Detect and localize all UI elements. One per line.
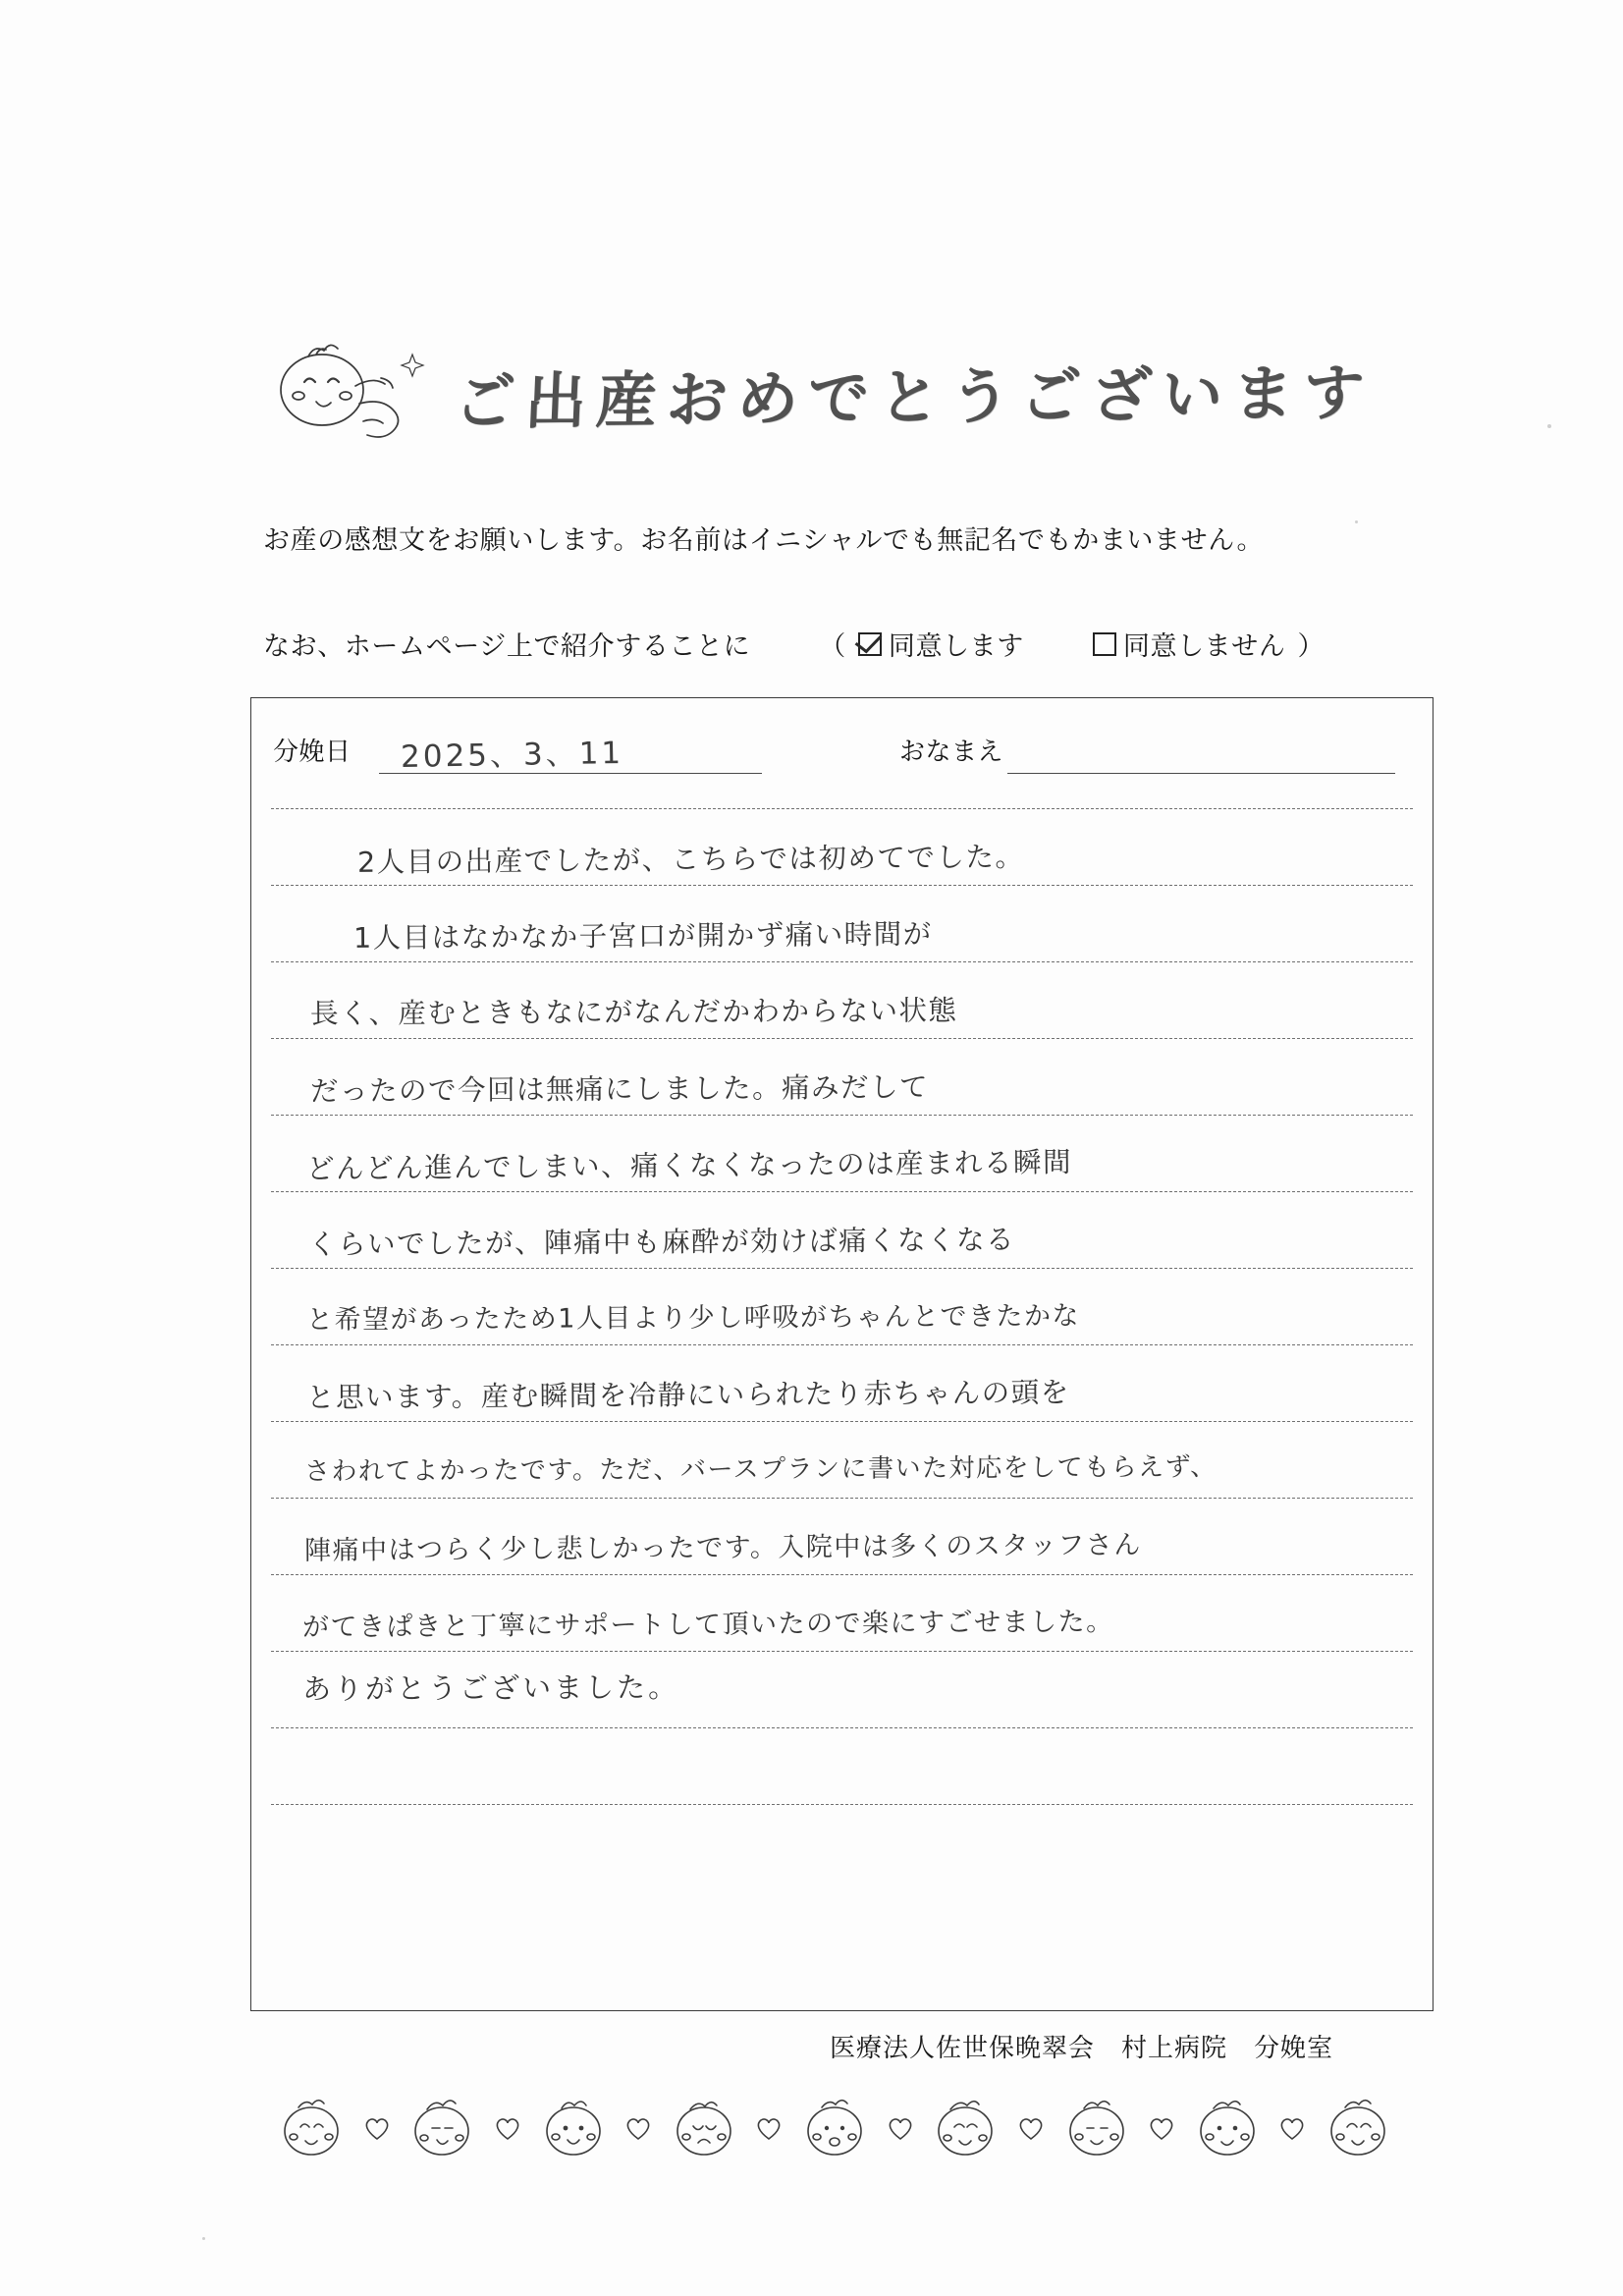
writing-line (271, 1804, 1413, 1805)
heart-icon-7 (1147, 2114, 1176, 2142)
consent-agree-label: 同意します (888, 631, 1024, 661)
baby-face-icon-6 (929, 2094, 1001, 2162)
writing-line (271, 1268, 1413, 1269)
baby-face-icon-8 (1191, 2094, 1264, 2162)
heart-icon-6 (1016, 2114, 1046, 2142)
handwritten-line: どんどん進んでしまい、痛くなくなったのは産まれる瞬間 (305, 1146, 1073, 1185)
consent-row (263, 625, 1336, 663)
handwritten-line: くらいでしたが、陣痛中も麻酔が効けば痛くなくなる (307, 1223, 1016, 1261)
footer-decoration-row (275, 2074, 1394, 2182)
handwritten-line: だったので今回は無痛にしました。痛みだして (309, 1070, 930, 1108)
writing-line (271, 1727, 1413, 1728)
heart-icon-5 (886, 2114, 915, 2142)
handwritten-line: ありがとうございました。 (301, 1669, 680, 1706)
scan-speck (202, 2237, 205, 2240)
writing-line (271, 1038, 1413, 1039)
comment-form-box (250, 697, 1434, 2011)
heart-icon-1 (362, 2114, 392, 2142)
checkbox-empty-icon[interactable] (1093, 632, 1116, 656)
handwritten-line: と希望があったため1人目より少し呼吸がちゃんとできたかな (305, 1300, 1081, 1336)
consent-lead: なお、ホームページ上で紹介することに (263, 631, 751, 661)
form-header (265, 334, 1424, 462)
baby-doodle-icon (265, 335, 437, 461)
scan-speck (1355, 520, 1358, 523)
handwritten-line: と思います。産む瞬間を冷静にいられたり赤ちゃんの頭を (305, 1376, 1070, 1414)
handwritten-line: 長く、産むときもなにがなんだかわからない状態 (309, 994, 958, 1030)
page-title: ご出産おめでとうございます (453, 356, 1376, 439)
baby-face-icon-7 (1060, 2094, 1133, 2162)
handwritten-line: がてきぱきと丁寧にサポートして頂いたので楽にすごせました。 (301, 1607, 1114, 1643)
writing-line (271, 1344, 1413, 1345)
delivery-date-label: 分娩日 (273, 737, 352, 766)
handwritten-line: 陣痛中はつらく少し悲しかったです。入院中は多くのスタッフさん (303, 1529, 1142, 1566)
consent-agree-option[interactable] (858, 625, 1024, 663)
intro-text: お産の感想文をお願いします。お名前はイニシャルでも無記名でもかまいません。 (263, 525, 1265, 555)
consent-disagree-label: 同意しません (1122, 631, 1286, 661)
writing-line (271, 1421, 1413, 1422)
writing-line (271, 961, 1413, 962)
consent-close-paren: ） (1297, 631, 1325, 661)
writing-line (271, 1574, 1413, 1575)
baby-face-icon-2 (406, 2094, 478, 2162)
handwritten-line: さわれてよかったです。ただ、バースプランに書いた対応をしてもらえず、 (303, 1452, 1217, 1487)
writing-line (271, 1498, 1413, 1499)
writing-line (271, 1115, 1413, 1116)
heart-icon-3 (623, 2114, 653, 2142)
heart-icon-8 (1277, 2114, 1307, 2142)
writing-line (271, 885, 1413, 886)
name-label: おなまえ (899, 737, 1004, 766)
baby-face-icon-1 (275, 2094, 348, 2162)
baby-face-icon-5 (798, 2094, 871, 2162)
writing-line (271, 808, 1413, 809)
form-meta-row (251, 698, 1433, 808)
writing-line (271, 1191, 1413, 1192)
hospital-credit: 医療法人佐世保晩翠会 村上病院 分娩室 (830, 2033, 1334, 2062)
consent-open-paren: （ (819, 631, 846, 661)
handwritten-line: 2人目の出産でしたが、こちらでは初めてでした。 (356, 840, 1025, 879)
delivery-date-value[interactable]: 2025、3、11 (400, 736, 624, 775)
name-rule (1007, 773, 1395, 774)
scan-speck (1547, 424, 1551, 428)
heart-icon-2 (493, 2114, 522, 2142)
baby-face-icon-4 (668, 2094, 740, 2162)
baby-face-icon-3 (537, 2094, 610, 2162)
baby-face-icon-9 (1322, 2094, 1394, 2162)
consent-disagree-option[interactable] (1093, 625, 1286, 663)
handwritten-line: 1人目はなかなか子宮口が開かず痛い時間が (352, 917, 933, 955)
heart-icon-4 (754, 2114, 784, 2142)
checkbox-checked-icon[interactable] (858, 632, 882, 656)
writing-line (271, 1651, 1413, 1652)
writing-lines (251, 808, 1433, 2010)
